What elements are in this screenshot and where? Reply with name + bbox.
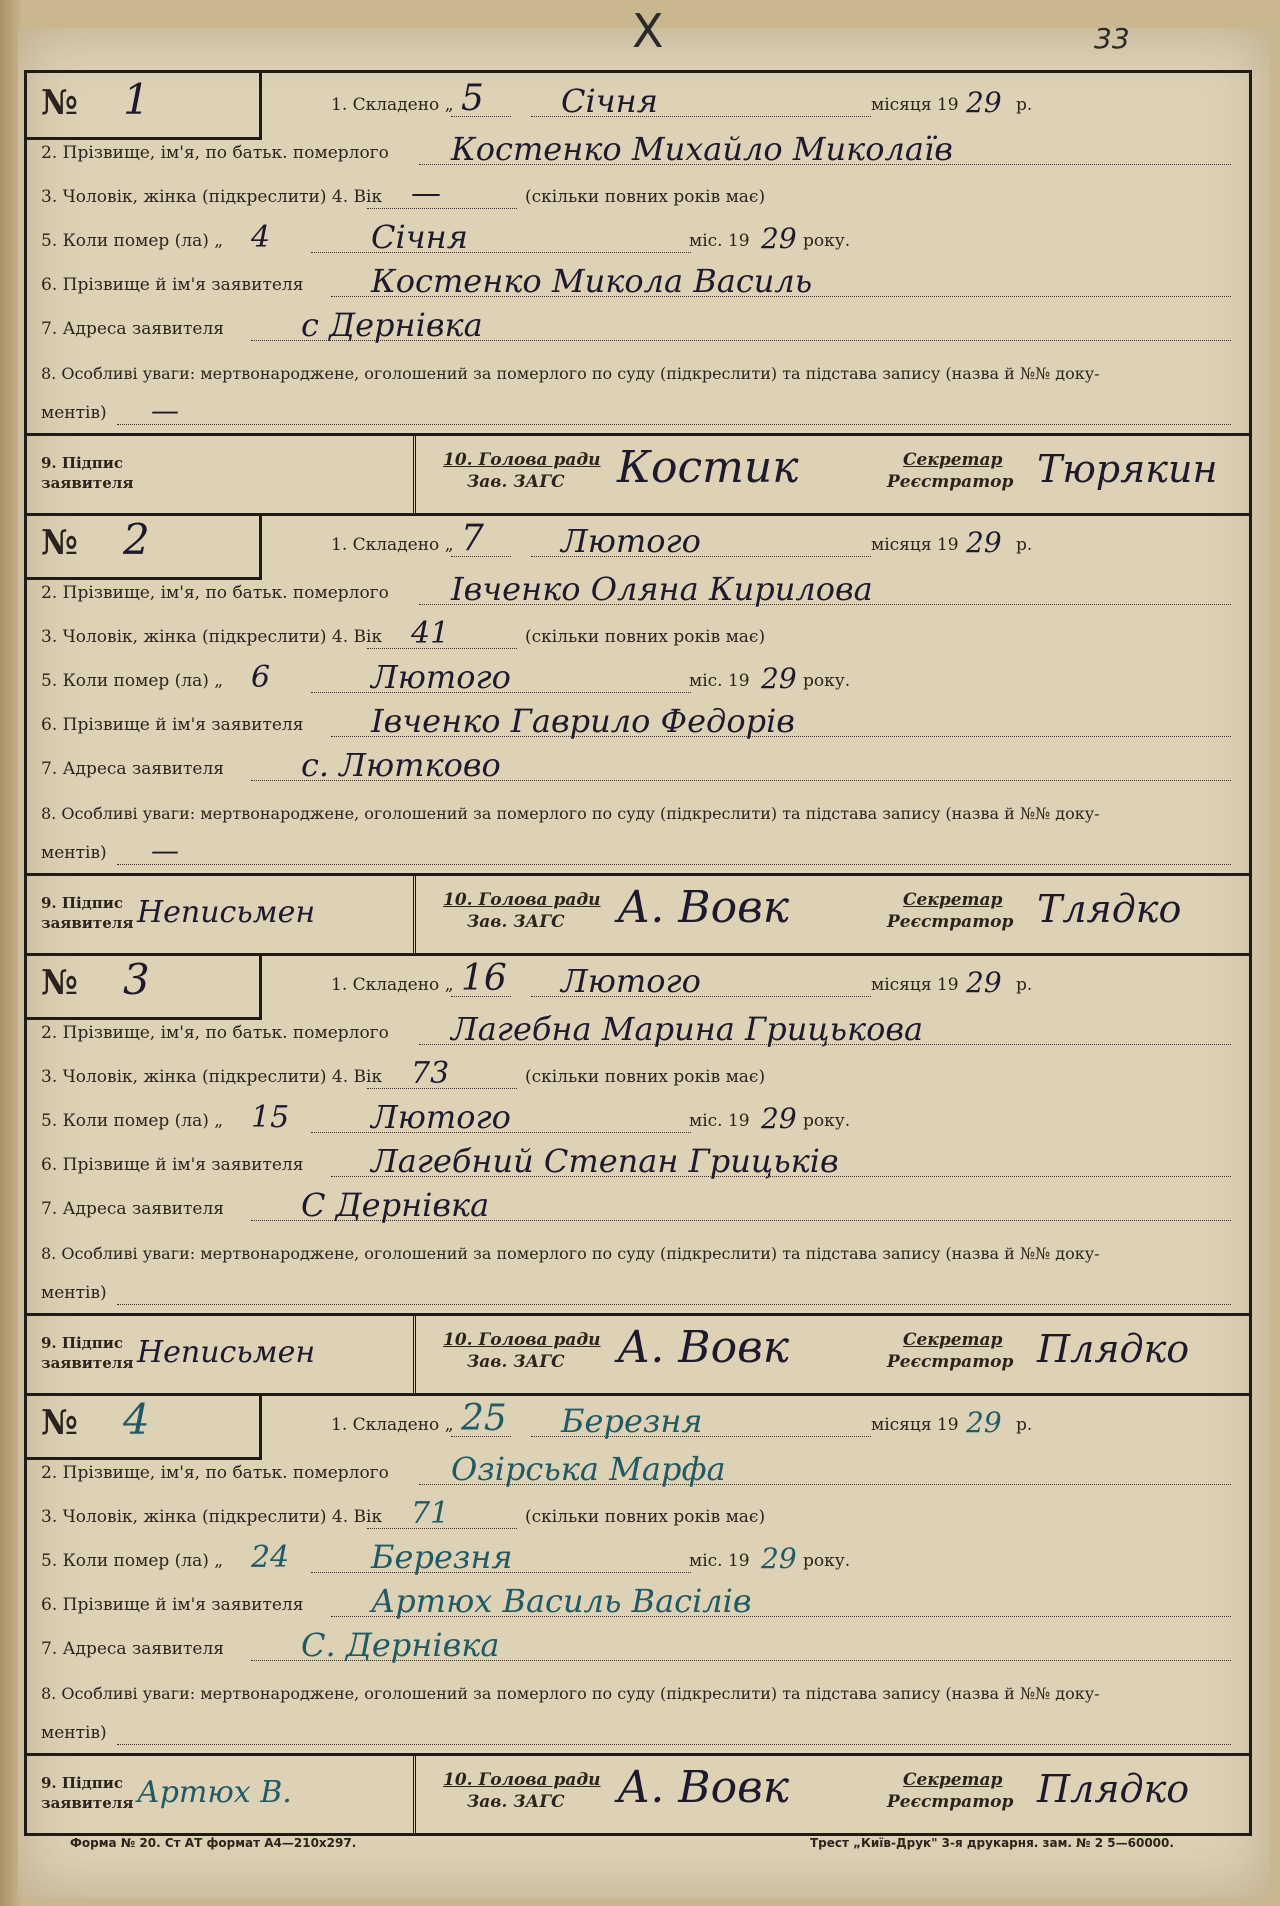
row-remarks-docs	[41, 1271, 1231, 1311]
row-deceased-name	[41, 571, 1231, 611]
death-year: 29	[761, 222, 797, 255]
record-number: 1	[123, 75, 150, 124]
label-address: 7. Адреса заявителя	[41, 1639, 224, 1659]
applicant-address: с. Лютково	[301, 746, 501, 784]
row-death-date	[41, 659, 1231, 699]
row-applicant	[41, 1583, 1231, 1623]
number-sign: №	[41, 963, 78, 1003]
label-of-applicant: заявителя	[41, 474, 134, 492]
row-address	[41, 747, 1231, 787]
label-signature: 9. Підпис	[41, 894, 123, 912]
label-remarks: 8. Особливі уваги: мертвонароджене, оголошений за померлого по суду (підкреслити) та підстава запису (назва й №№ доку-	[41, 1244, 1100, 1263]
footer-printer-info: Трест „Київ-Друк" 3-я друкарня. зам. № 2 5—60000.	[810, 1836, 1174, 1850]
label-applicant: 6. Прізвище й ім'я заявителя	[41, 275, 304, 295]
row-sex-age	[41, 615, 1231, 655]
label-documents: ментів)	[41, 1283, 107, 1303]
label-died: 5. Коли помер (ла) „	[41, 1111, 224, 1131]
label-month: місяця 19	[871, 95, 959, 115]
deceased-name: Костенко Михайло Миколаїв	[451, 130, 953, 168]
compiled-year: 29	[966, 1406, 1002, 1439]
age: —	[411, 176, 441, 211]
label-sex-age: 3. Чоловік, жінка (підкреслити) 4. Вік	[41, 1507, 383, 1527]
label-head: 10. Голова ради	[443, 1330, 601, 1350]
label-documents: ментів)	[41, 843, 107, 863]
row-applicant	[41, 1143, 1231, 1183]
label-mis: міс. 19	[689, 1111, 750, 1131]
row-compiled	[41, 958, 1231, 1003]
signature-row	[27, 1313, 1249, 1396]
label-died: 5. Коли помер (ла) „	[41, 671, 224, 691]
applicant-name: Лагебний Степан Грицьків	[371, 1142, 839, 1180]
label-month: місяця 19	[871, 1415, 959, 1435]
label-sex-age: 3. Чоловік, жінка (підкреслити) 4. Вік	[41, 627, 383, 647]
row-death-date	[41, 1099, 1231, 1139]
label-registrar: Реєстратор	[887, 912, 1014, 932]
head-signature: А. Вовк	[617, 1322, 790, 1373]
row-compiled	[41, 78, 1231, 123]
age: 73	[411, 1056, 450, 1091]
label-mis: міс. 19	[689, 1551, 750, 1571]
label-secretary: Секретар	[903, 890, 1003, 910]
applicant-address: С Дернівка	[301, 1186, 490, 1224]
applicant-signature: Артюх В.	[137, 1775, 292, 1810]
page-number: 33	[1094, 22, 1130, 55]
row-remarks-docs	[41, 1711, 1231, 1751]
label-compiled: 1. Складено „	[331, 95, 454, 115]
row-address	[41, 1627, 1231, 1667]
compiled-day: 7	[461, 518, 484, 559]
age: 41	[411, 616, 450, 651]
row-compiled	[41, 518, 1231, 563]
label-remarks: 8. Особливі уваги: мертвонароджене, оголошений за померлого по суду (підкреслити) та підстава запису (назва й №№ доку-	[41, 804, 1100, 823]
label-rok: року.	[803, 1111, 851, 1131]
label-of-applicant: заявителя	[41, 1794, 134, 1812]
label-age-hint: (скільки повних років має)	[525, 627, 766, 647]
applicant-name: Івченко Гаврило Федорів	[371, 702, 795, 740]
label-month: місяця 19	[871, 975, 959, 995]
death-month: Січня	[371, 218, 468, 256]
head-signature: А. Вовк	[617, 882, 790, 933]
row-applicant	[41, 263, 1231, 303]
registrar-signature: Плядко	[1037, 1327, 1190, 1371]
applicant-signature: Неписьмен	[137, 1335, 316, 1370]
compiled-month: Січня	[561, 82, 658, 120]
applicant-signature-cell	[27, 1756, 416, 1836]
row-death-date	[41, 1539, 1231, 1579]
compiled-year: 29	[966, 86, 1002, 119]
label-rok: року.	[803, 1551, 851, 1571]
label-head: 10. Голова ради	[443, 450, 601, 470]
row-sex-age	[41, 1495, 1231, 1535]
row-remarks-docs	[41, 391, 1231, 431]
label-applicant: 6. Прізвище й ім'я заявителя	[41, 1155, 304, 1175]
label-rok: року.	[803, 671, 851, 691]
label-age-hint: (скільки повних років має)	[525, 1507, 766, 1527]
label-zags: Зав. ЗАГС	[467, 1792, 565, 1812]
remarks-value: —	[151, 834, 179, 867]
applicant-address: С. Дернівка	[301, 1626, 500, 1664]
label-secretary: Секретар	[903, 1330, 1003, 1350]
label-compiled: 1. Складено „	[331, 975, 454, 995]
death-month: Лютого	[371, 658, 511, 696]
label-mis: міс. 19	[689, 671, 750, 691]
signature-row	[27, 433, 1249, 516]
signature-row	[27, 1753, 1249, 1836]
label-sex-age: 3. Чоловік, жінка (підкреслити) 4. Вік	[41, 1067, 383, 1087]
row-remarks	[41, 1231, 1231, 1271]
top-cross-mark: X	[632, 4, 664, 58]
label-deceased: 2. Прізвище, ім'я, по батьк. померлого	[41, 1023, 389, 1043]
deceased-name: Озірська Марфа	[451, 1450, 726, 1488]
label-year: р.	[1016, 535, 1033, 555]
death-day: 24	[251, 1540, 290, 1575]
label-rok: року.	[803, 231, 851, 251]
death-month: Березня	[371, 1538, 513, 1576]
label-of-applicant: заявителя	[41, 1354, 134, 1372]
label-deceased: 2. Прізвище, ім'я, по батьк. померлого	[41, 143, 389, 163]
label-year: р.	[1016, 975, 1033, 995]
deceased-name: Івченко Оляна Кирилова	[451, 570, 873, 608]
label-signature: 9. Підпис	[41, 1774, 123, 1792]
remarks-value: —	[151, 394, 179, 427]
label-died: 5. Коли помер (ла) „	[41, 1551, 224, 1571]
label-registrar: Реєстратор	[887, 472, 1014, 492]
death-day: 6	[251, 660, 271, 695]
label-year: р.	[1016, 1415, 1033, 1435]
row-deceased-name	[41, 131, 1231, 171]
death-register-form	[24, 70, 1252, 1836]
death-year: 29	[761, 1102, 797, 1135]
record-number: 3	[123, 955, 150, 1004]
label-secretary: Секретар	[903, 1770, 1003, 1790]
label-documents: ментів)	[41, 403, 107, 423]
death-record	[27, 73, 1249, 516]
label-died: 5. Коли помер (ла) „	[41, 231, 224, 251]
row-death-date	[41, 219, 1231, 259]
number-sign: №	[41, 523, 78, 563]
label-deceased: 2. Прізвище, ім'я, по батьк. померлого	[41, 583, 389, 603]
label-zags: Зав. ЗАГС	[467, 472, 565, 492]
label-remarks: 8. Особливі уваги: мертвонароджене, оголошений за померлого по суду (підкреслити) та підстава запису (назва й №№ доку-	[41, 364, 1100, 383]
label-age-hint: (скільки повних років має)	[525, 1067, 766, 1087]
row-sex-age	[41, 1055, 1231, 1095]
row-deceased-name	[41, 1011, 1231, 1051]
compiled-day: 5	[461, 78, 484, 119]
applicant-signature: Неписьмен	[137, 895, 316, 930]
death-record	[27, 953, 1249, 1396]
row-address	[41, 1187, 1231, 1227]
row-address	[41, 307, 1231, 347]
label-secretary: Секретар	[903, 450, 1003, 470]
label-year: р.	[1016, 95, 1033, 115]
label-of-applicant: заявителя	[41, 914, 134, 932]
deceased-name: Лагебна Марина Грицькова	[451, 1010, 924, 1048]
head-signature: Костик	[617, 442, 799, 493]
applicant-address: с Дернівка	[301, 306, 483, 344]
label-remarks: 8. Особливі уваги: мертвонароджене, оголошений за померлого по суду (підкреслити) та підстава запису (назва й №№ доку-	[41, 1684, 1100, 1703]
label-registrar: Реєстратор	[887, 1352, 1014, 1372]
compiled-month: Лютого	[561, 522, 701, 560]
death-month: Лютого	[371, 1098, 511, 1136]
label-month: місяця 19	[871, 535, 959, 555]
label-registrar: Реєстратор	[887, 1792, 1014, 1812]
label-signature: 9. Підпис	[41, 454, 123, 472]
compiled-month: Лютого	[561, 962, 701, 1000]
death-year: 29	[761, 1542, 797, 1575]
death-record	[27, 513, 1249, 956]
label-compiled: 1. Складено „	[331, 1415, 454, 1435]
death-year: 29	[761, 662, 797, 695]
row-remarks-docs	[41, 831, 1231, 871]
label-head: 10. Голова ради	[443, 1770, 601, 1790]
row-remarks	[41, 791, 1231, 831]
record-number: 4	[123, 1395, 150, 1444]
label-address: 7. Адреса заявителя	[41, 759, 224, 779]
registrar-signature: Плядко	[1037, 1767, 1190, 1811]
registrar-signature: Тлядко	[1037, 887, 1182, 931]
label-sex-age: 3. Чоловік, жінка (підкреслити) 4. Вік	[41, 187, 383, 207]
number-sign: №	[41, 83, 78, 123]
label-applicant: 6. Прізвище й ім'я заявителя	[41, 1595, 304, 1615]
label-address: 7. Адреса заявителя	[41, 319, 224, 339]
label-documents: ментів)	[41, 1723, 107, 1743]
compiled-year: 29	[966, 966, 1002, 999]
signature-row	[27, 873, 1249, 956]
applicant-name: Костенко Микола Василь	[371, 262, 813, 300]
row-compiled	[41, 1398, 1231, 1443]
compiled-month: Березня	[561, 1402, 703, 1440]
number-sign: №	[41, 1403, 78, 1443]
compiled-day: 25	[461, 1398, 507, 1439]
label-address: 7. Адреса заявителя	[41, 1199, 224, 1219]
applicant-signature-cell	[27, 436, 416, 516]
label-zags: Зав. ЗАГС	[467, 912, 565, 932]
label-age-hint: (скільки повних років має)	[525, 187, 766, 207]
death-day: 4	[251, 220, 271, 255]
applicant-signature-cell	[27, 1316, 416, 1396]
applicant-signature-cell	[27, 876, 416, 956]
label-compiled: 1. Складено „	[331, 535, 454, 555]
head-signature: А. Вовк	[617, 1762, 790, 1813]
label-mis: міс. 19	[689, 231, 750, 251]
label-signature: 9. Підпис	[41, 1334, 123, 1352]
compiled-day: 16	[461, 958, 507, 999]
label-deceased: 2. Прізвище, ім'я, по батьк. померлого	[41, 1463, 389, 1483]
death-day: 15	[251, 1100, 290, 1135]
record-number: 2	[123, 515, 150, 564]
row-remarks	[41, 1671, 1231, 1711]
label-zags: Зав. ЗАГС	[467, 1352, 565, 1372]
death-record	[27, 1393, 1249, 1833]
label-applicant: 6. Прізвище й ім'я заявителя	[41, 715, 304, 735]
row-applicant	[41, 703, 1231, 743]
row-remarks	[41, 351, 1231, 391]
compiled-year: 29	[966, 526, 1002, 559]
label-head: 10. Голова ради	[443, 890, 601, 910]
footer-form-info: Форма № 20. Ст АТ формат А4—210х297.	[70, 1836, 357, 1850]
row-deceased-name	[41, 1451, 1231, 1491]
applicant-name: Артюх Василь Васілів	[371, 1582, 752, 1620]
age: 71	[411, 1496, 450, 1531]
registrar-signature: Тюрякин	[1037, 447, 1218, 491]
row-sex-age	[41, 175, 1231, 215]
